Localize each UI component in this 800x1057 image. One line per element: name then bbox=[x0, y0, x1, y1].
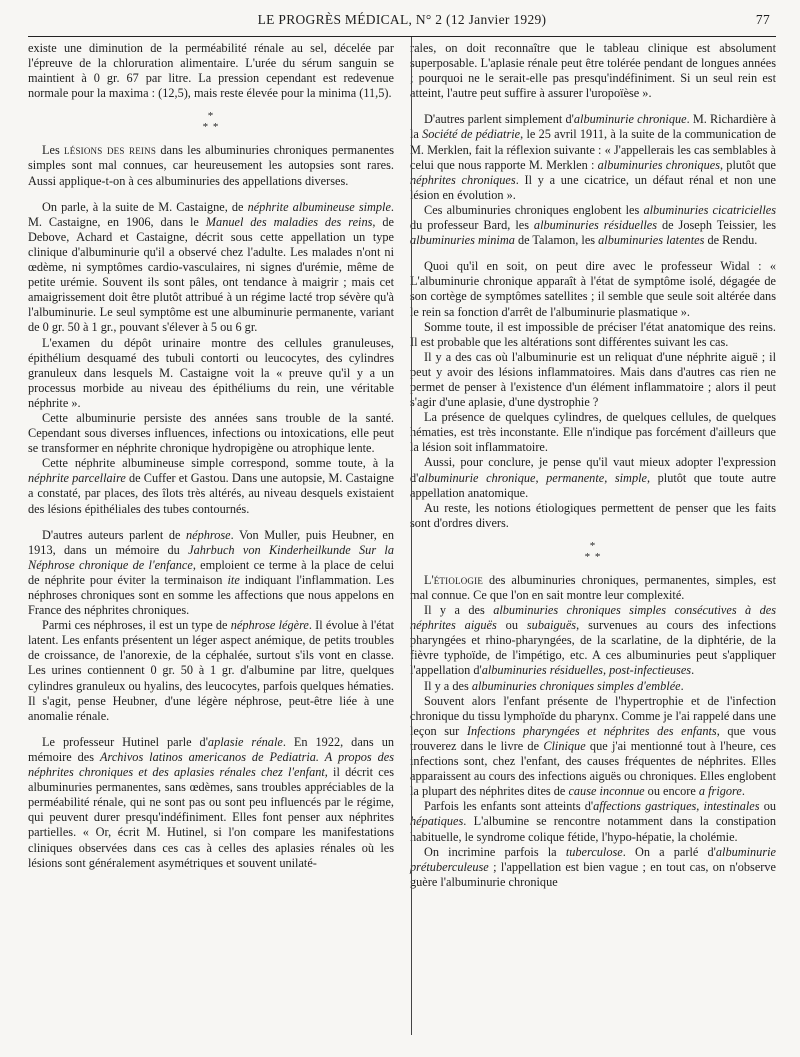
paragraph: L'étiologie des albuminuries chroniques, permanentes, simples, est mal connue. Ce que l'on en sait montre leur complexité. bbox=[410, 572, 776, 602]
paragraph: D'autres parlent simplement d'albuminurie chronique. M. Richardière à la Société de pédiatrie, le 25 avril 1911, à la suite de la communication de M. Merklen, fait la réflexion suivante : « J'appellerais les cas semblables à celui que nous rapporte M. Merklen : albuminuries chroniques, plutôt que néphrites chroniques. Il y a une cicatrice, un défaut rénal et non une lésion en évolution ». bbox=[410, 112, 777, 202]
paragraph: Au reste, les notions étiologiques permettent de penser que les faits sont d'ordres divers. bbox=[410, 500, 776, 530]
paragraph: D'autres auteurs parlent de néphrose. Von Muller, puis Heubner, en 1913, dans un mémoire du Jahrbuch von Kinderheilkunde Sur la Néphrose chronique de l'enfance, emploient ce terme à la place de celui de néphrite pour éviter la terminaison ite indiquant l'inflammation. Les néphroses chroniques sont en somme les affections que nous appelons en France des néphrites chroniques. bbox=[28, 527, 394, 618]
paragraph: Ces albuminuries chroniques englobent les albuminuries cicatricielles du professeur Bard, les albuminuries résiduelles de Joseph Teissier, les albuminuries minima de Talamon, les albuminuries latentes de Rendu. bbox=[410, 202, 776, 248]
left-column bbox=[28, 37, 394, 1047]
paragraph: Le professeur Hutinel parle d'aplasie rénale. En 1922, dans un mémoire des Archivos latinos americanos de Pediatria. A propos des néphrites chroniques et des aplasies rénales chez l'enfant, il décrit ces albuminuries permanentes, sans œdèmes, sans troubles appréciables de la perméabilité rénale, qui ne sont pas ou sont peu influencés par le régime, qui peuvent durer presqu'indéfiniment. Elles font penser aux néphrites partielles. « Or, écrit M. Hutinel, si l'on compare les manifestations cliniques observées dans ces cas à celles des aplasies rénales où les lésions sont généralement asymétriques et souvent unilaté- bbox=[28, 734, 394, 870]
paragraph: Il y a des cas où l'albuminurie est un reliquat d'une néphrite aiguë ; il peut y avoir des lésions inflammatoires. Mais dans d'autres cas rien ne permet de penser à l'existence d'un élément inflammatoire ; alors il peut s'agir d'une aplasie, d'une dystrophie ? bbox=[410, 349, 776, 410]
section-separator-stars: * * * bbox=[202, 110, 220, 134]
paragraph: L'examen du dépôt urinaire montre des cellules granuleuses, épithélium desquamé des tubuli contorti ou leucocytes, des cylindres granuleux dans lesquels M. Castaigne voit la « preuve qu'il y a un processus morbide au niveau des épithéliums du rein, une véritable néphrite ». bbox=[28, 335, 394, 410]
column-divider bbox=[411, 37, 412, 1035]
section-separator-stars: * * * bbox=[584, 539, 602, 563]
paragraph: Somme toute, il est impossible de préciser l'état anatomique des reins. Il est probable que les altérations sont différentes suivant les cas. bbox=[410, 319, 776, 349]
paragraph: Parfois les enfants sont atteints d'affections gastriques, intestinales ou hépatiques. L'albumine se rencontre notamment dans la constipation habituelle, le syndrome colique fétide, l'hypo-hépatie, la cholémie. bbox=[410, 799, 776, 844]
page-number: 77 bbox=[755, 12, 770, 27]
paragraph: Il y a des albuminuries chroniques simples d'emblée. bbox=[424, 678, 684, 693]
paragraph: Cette néphrite albumineuse simple correspond, somme toute, à la néphrite parcellaire de Cuffer et Gastou. Dans une autopsie, M. Castaigne a constaté, par places, des îlots très altérés, au niveau desquels existaient des lésions épithéliales des tubes contournés. bbox=[28, 456, 395, 516]
paragraph: La présence de quelques cylindres, de quelques cellules, de quelques hématies, est très inconstante. Elle n'indique pas forcément d'ailleurs que la lésion soit inflammatoire. bbox=[410, 410, 776, 455]
paragraph: On incrimine parfois la tuberculose. On a parlé d'albuminurie prétuberculeuse ; l'appellation est bien vague ; en tout cas, on n'observe guère l'albuminurie chronique bbox=[410, 844, 776, 889]
paragraph: existe une diminution de la perméabilité rénale au sel, décelée par l'épreuve de la chloruration alimentaire. L'urée du sérum sanguin se maintient à 0 gr. 67 par litre. La pression cependant est redevenue normale pour la maxima : (12,5), mais reste élevée pour la minima (11,5). bbox=[28, 41, 394, 101]
paragraph: On parle, à la suite de M. Castaigne, de néphrite albumineuse simple. M. Castaigne, en 1906, dans le Manuel des maladies des reins, de Debove, Achard et Castaigne, décrit sous cette appellation un type clinique d'albuminurie qu'il a observé chez l'adulte. Les malades n'ont ni œdème, ni symptômes cardio-vasculaires, ni signes d'urémie, même de petite urémie. Souvent ils sont pâles, ont tendance à maigrir ; mais cet amaigrissement doit être plutôt attribué à un régime lacté trop sévère qu'à l'albuminurie. Le seul symptôme est une albuminurie permanente, variant de 0 gr. 50 à 1 gr., pouvant s'élever à 5 ou 6 gr. bbox=[28, 199, 394, 335]
paragraph: Les lésions des reins dans les albuminuries chroniques permanentes simples sont mal connues, car heureusement les autopsies sont rares. Aussi applique-t-on à ces albuminuries des appellations diverses. bbox=[28, 143, 394, 188]
paragraph: Quoi qu'il en soit, on peut dire avec le professeur Widal : « L'albuminurie chronique apparaît à l'état de symptôme isolé, dégagée de son cortège de symptômes satellites ; il semble que seule soit altérée dans le rein sa fonction d'arrêt de l'albuminurie plasmatique ». bbox=[410, 259, 776, 319]
running-header bbox=[28, 10, 776, 32]
paragraph: Il y a des albuminuries chroniques simples consécutives à des néphrites aiguës ou subaiguës, survenues au cours des infections pharyngées et rhino-pharyngées, de la scarlatine, de la diphtérie, de la fièvre typhoïde, de l'impétigo, etc. A ces albuminuries peut s'appliquer l'appellation d'albuminuries résiduelles, post-infectieuses. bbox=[410, 603, 777, 678]
paragraph: Parmi ces néphroses, il est un type de néphrose légère. Il évolue à l'état latent. Les enfants présentent un léger aspect anémique, de petits troubles de croissance, de l'anorexie, de la céphalée, surtout s'ils vont en classe. Les urines contiennent 0 gr. 50 à 1 gr. d'albumine par litre, quelques cylindres granuleux ou hyalins, des leucocytes, parfois quelques hématies. Il s'agit, pense Heubner, d'une légère néphrose, peut-être liée à une anomalie rénale. bbox=[28, 618, 394, 723]
paragraph: Cette albuminurie persiste des années sans trouble de la santé. Cependant sous diverses influences, infections ou intoxications, elle peut se transformer en néphrite chronique hydropigène ou atrophique lente. bbox=[28, 410, 394, 456]
journal-title: LE PROGRÈS MÉDICAL, N° 2 (12 Janvier 1929) bbox=[257, 12, 547, 27]
text-columns bbox=[28, 37, 776, 1047]
paragraph: Souvent alors l'enfant présente de l'hypertrophie et de l'infection chronique du tissu lymphoïde du pharynx. Comme je l'ai rappelé dans une leçon sur Infections pharyngées et néphrites des enfants, que vous trouverez dans le livre de Clinique que j'ai mentionné tout à l'heure, ces infections sont, chez l'enfant, des causes fréquentes de néphrites. Elles apparaissent au cours des infections aiguës ou chroniques. Elles englobent la plupart des néphrites dites de cause inconnue ou encore a frigore. bbox=[410, 693, 776, 799]
paragraph: rales, on doit reconnaître que le tableau clinique est absolument superposable. L'aplasie rénale peut être tolérée pendant de longues années ; pourquoi ne le serait-elle pas presqu'indéfiniment. Si un seul rein est atteint, l'autre peut suffire à assurer l'uropoïèse ». bbox=[410, 41, 776, 101]
right-column bbox=[410, 37, 776, 1047]
paragraph: Aussi, pour conclure, je pense qu'il vaut mieux adopter l'expression d'albuminurie chronique, permanente, simple, plutôt que toute autre appellation anatomique. bbox=[410, 455, 777, 500]
